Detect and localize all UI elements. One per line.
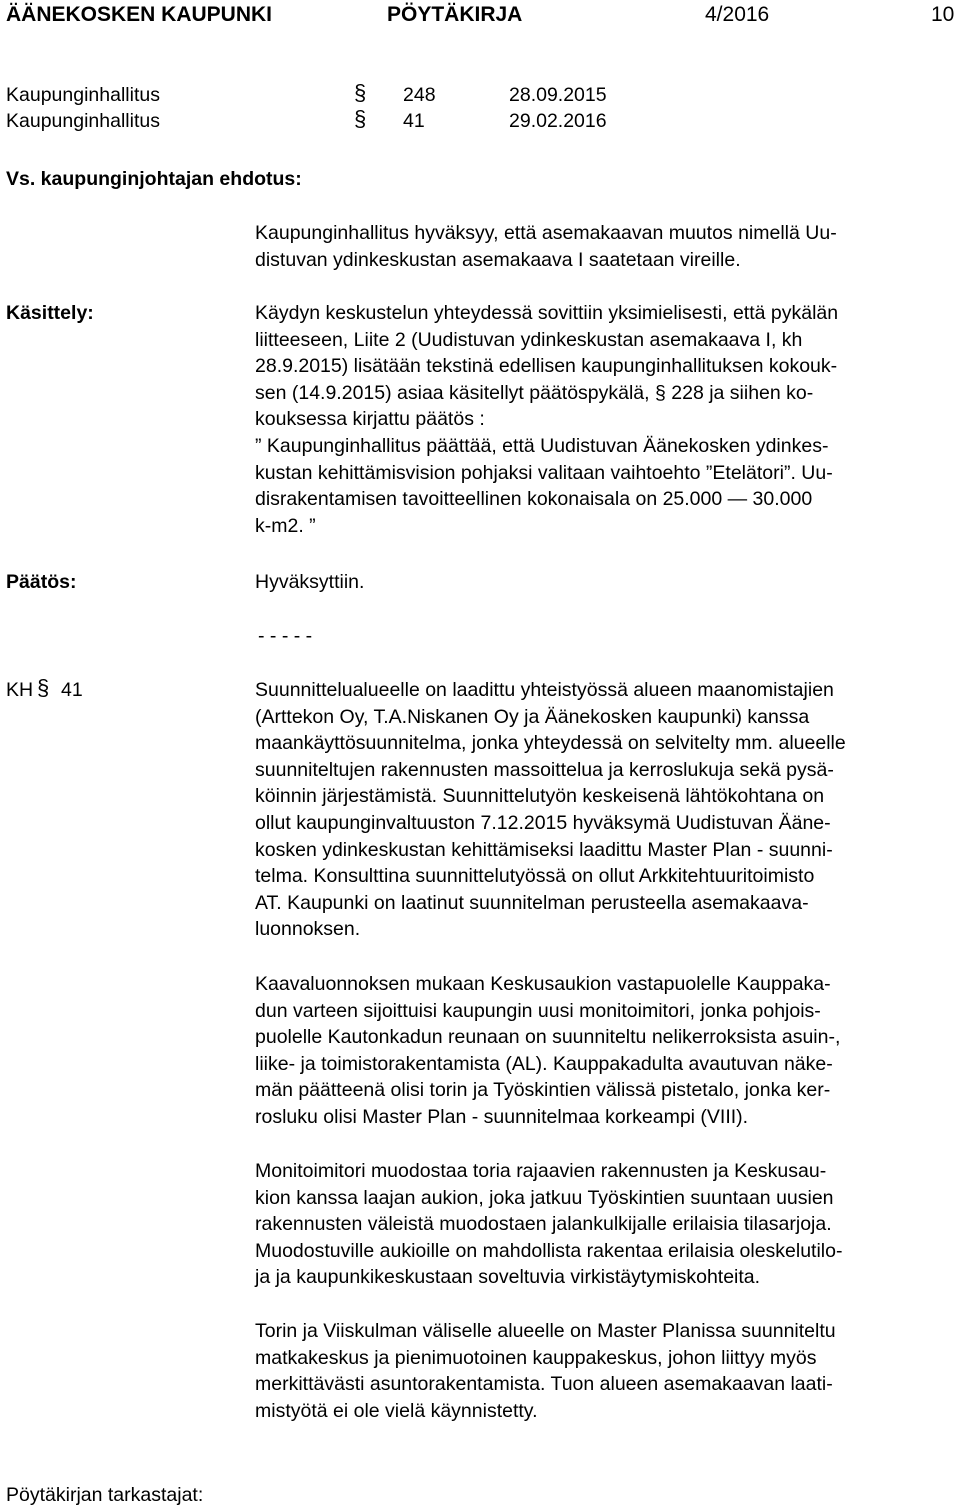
text-line: distuvan ydinkeskustan asemakaava I saatetaan vireille. [255,248,741,271]
text-line: ” Kaupunginhallitus päättää, että Uudistuvan Äänekosken ydinkes- [255,434,829,457]
text-line: kion kanssa laajan aukion, joka jatkuu Työskintien suuntaan uusien [255,1186,834,1209]
text-line: k-m2. ” [255,514,316,537]
body-paragraph [255,1318,955,1424]
inspectors-label: Pöytäkirjan tarkastajat: [6,1484,204,1506]
text-line: kosken ydinkeskustan kehittämiseksi laadittu Master Plan - suunni- [255,838,833,861]
text-line: sen (14.9.2015) asiaa käsitellyt päätöspykälä, § 228 ja siihen ko- [255,381,814,404]
decision-text: Hyväksyttiin. [255,571,365,593]
text-line: AT. Kaupunki on laatinut suunnitelman perusteella asemakaava- [255,891,809,914]
handling-label: Käsittely: [6,302,94,324]
kh-body: KH [6,679,34,701]
page-number: 10 [931,3,955,26]
text-line: män päätteenä olisi torin ja Työskintien välissä pistetalo, jonka ker- [255,1079,831,1102]
proposal-heading: Vs. kaupunginjohtajan ehdotus: [6,168,302,190]
text-line: liitteeseen, Liite 2 (Uudistuvan ydinkeskustan asemakaava I, kh [255,328,803,351]
body-paragraph [255,677,955,943]
text-line: telma. Konsulttina suunnittelutyössä on ollut Arkkitehtuuritoimisto [255,865,815,888]
history-body: Kaupunginhallitus [6,110,160,132]
text-line: Monitoimitori muodostaa toria rajaavien rakennusten ja Keskusau- [255,1160,827,1182]
text-line: Kaupunginhallitus hyväksyy, että asemakaavan muutos nimellä Uu- [255,222,837,244]
history-body: Kaupunginhallitus [6,84,160,106]
text-line: 28.9.2015) lisätään tekstinä edellisen kaupunginhallituksen kokouk- [255,355,838,378]
kh-number: 41 [61,679,83,701]
text-line: mistyötä ei ole vielä käynnistetty. [255,1399,538,1422]
text-line: matkakeskus ja pienimuotoinen kauppakeskus, johon liittyy myös [255,1346,817,1369]
document-type: PÖYTÄKIRJA [387,3,523,26]
text-line: puolelle Kautonkadun reunaan on suunniteltu nelikerroksista asuin-, [255,1026,841,1049]
text-line: (Arttekon Oy, T.A.Niskanen Oy ja Äänekosken kaupunki) kanssa [255,705,810,728]
body-paragraph [255,971,955,1131]
history-date: 28.09.2015 [509,84,607,106]
text-line: ollut kaupunginvaltuuston 7.12.2015 hyväksymä Uudistuvan Ääne- [255,811,831,834]
text-line: suunniteltujen rakennusten massoittelua ja kerroslukuja sekä pysä- [255,758,834,781]
text-line: maankäyttösuunnitelma, jonka yhteydessä on selvitelty mm. alueelle [255,732,846,755]
text-line: rosluku olisi Master Plan - suunnitelmaa korkeampi (VIII). [255,1105,749,1128]
proposal-text [255,220,955,273]
text-line: ja ja kaupunkikeskustaan soveltuvia virkistäytymiskohteita. [255,1266,761,1289]
text-line: kouksessa kirjattu päätös : [255,408,485,431]
text-line: dun varteen sijoittuisi kaupungin uusi monitoimitori, jonka pohjois- [255,999,821,1022]
section-sign: § [354,80,367,105]
text-line: Käydyn keskustelun yhteydessä sovittiin yksimielisesti, että pykälän [255,302,839,324]
history-number: 41 [403,110,425,132]
decision-label: Päätös: [6,571,77,593]
text-line: rakennusten väleistä muodostaen jalankulkijalle erilaisia tilasarjoja. [255,1213,832,1236]
text-line: luonnoksen. [255,918,361,941]
body-paragraph [255,1158,955,1291]
text-line: Muodostuville aukioille on mahdollista rakentaa erilaisia oleskelutilo- [255,1239,843,1262]
document-number: 4/2016 [705,3,770,26]
section-sign: § [37,675,50,700]
history-number: 248 [403,84,436,106]
section-sign: § [354,106,367,131]
organization-name: ÄÄNEKOSKEN KAUPUNKI [6,3,273,26]
text-line: kustan kehittämisvision pohjaksi valitaan vaihtoehto ”Etelätori”. Uu- [255,461,833,484]
text-line: disrakentamisen tavoitteellinen kokonaisala on 25.000 — 30.000 [255,488,813,511]
text-line: Suunnittelualueelle on laadittu yhteistyössä alueen maanomistajien [255,679,834,701]
text-line: liike- ja toimistorakentamista (AL). Kauppakadulta avautuvan näke- [255,1052,833,1075]
text-line: merkittävästi asuntorakentamista. Tuon alueen asemakaavan laati- [255,1373,833,1396]
separator: - - - - - [258,625,313,647]
handling-text [255,300,955,539]
text-line: Kaavaluonnoksen mukaan Keskusaukion vastapuolelle Kauppaka- [255,973,831,995]
history-date: 29.02.2016 [509,110,607,132]
text-line: Torin ja Viiskulman väliselle alueelle on Master Planissa suunniteltu [255,1320,836,1342]
text-line: köinnin järjestämistä. Suunnittelutyön keskeisenä lähtökohtana on [255,785,825,808]
